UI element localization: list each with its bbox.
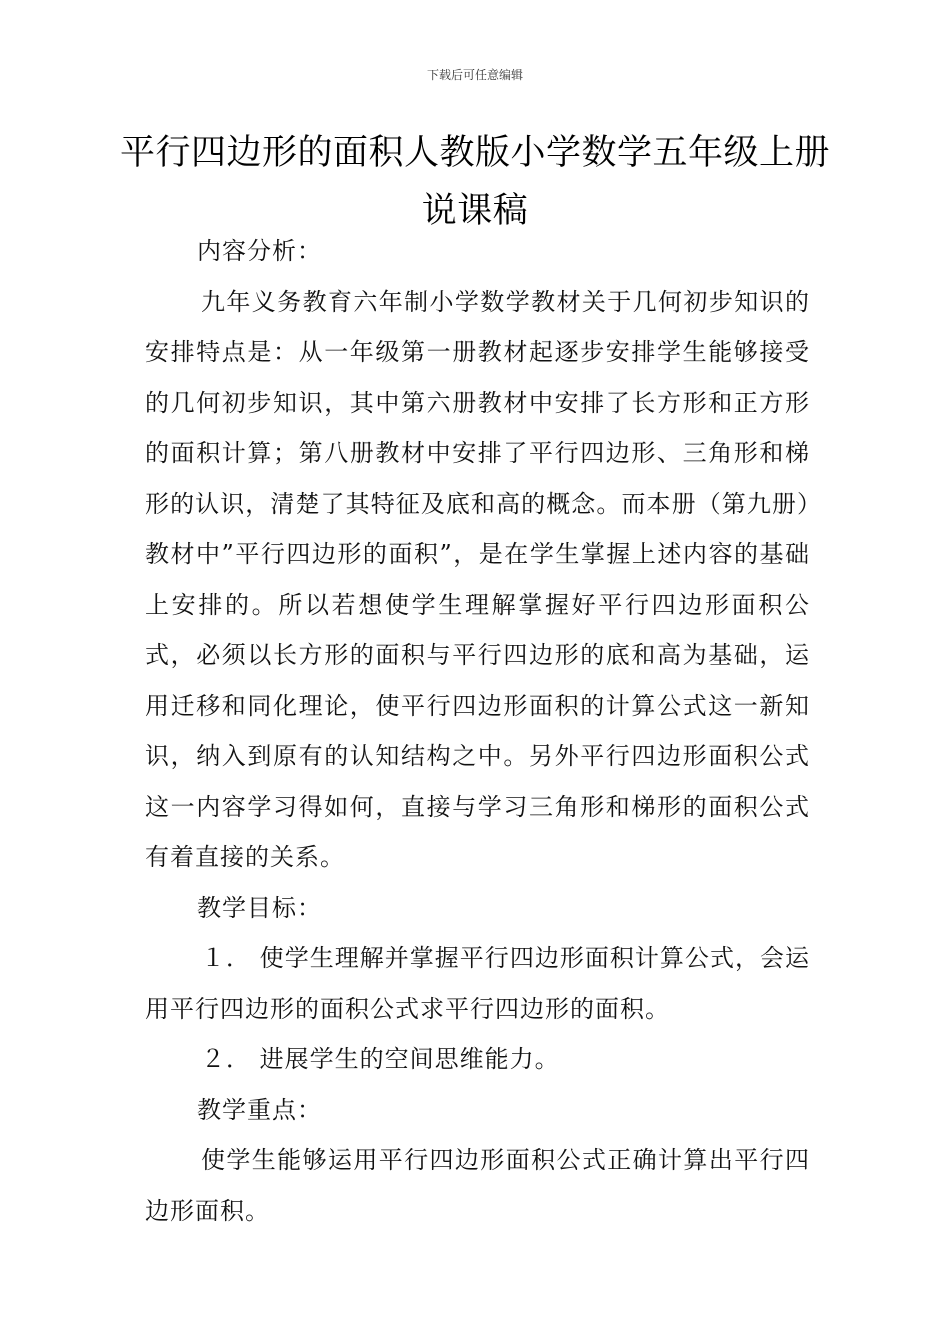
key-point-heading: 教学重点：: [197, 1095, 322, 1124]
content-analysis-heading: 内容分析：: [197, 237, 322, 265]
content-analysis-paragraph: 九年义务教育六年制小学数学教材关于几何初步知识的安排特点是：从一年级第一册教材起逐步安排学生能够接受的几何初步知识，其中第六册教材中安排了长方形和正方形的面积计算；第八册教材中安排了平行四边形、三角形和梯形的认识，清楚了其特征及底和高的概念。而本册（第九册）教材中”平行四边形的面积”，是在学生掌握上述内容的基础上安排的。所以若想使学生理解掌握好平行四边形面积公式，必须以长方形的面积与平行四边形的底和高为基础，运用迁移和同化理论，使平行四边形面积的计算公式这一新知识，纳入到原有的认知结构之中。另外平行四边形面积公式这一内容学习得如何，直接与学习三角形和梯形的面积公式有着直接的关系。: [145, 287, 810, 871]
header-note: 下载后可任意编辑: [426, 68, 523, 82]
teaching-goal-item: １． 使学生理解并掌握平行四边形面积计算公式，会运用平行四边形的面积公式求平行四边形的面积。: [145, 944, 810, 1023]
document-body: [145, 226, 810, 1236]
teaching-goals-heading: 教学目标：: [197, 893, 322, 922]
document-title: 平行四边形的面积人教版小学数学五年级上册说课稿: [120, 133, 831, 231]
key-point-paragraph: 使学生能够运用平行四边形面积公式正确计算出平行四边形面积。: [145, 1146, 810, 1225]
teaching-goal-item: ２． 进展学生的空间思维能力。: [201, 1045, 560, 1073]
